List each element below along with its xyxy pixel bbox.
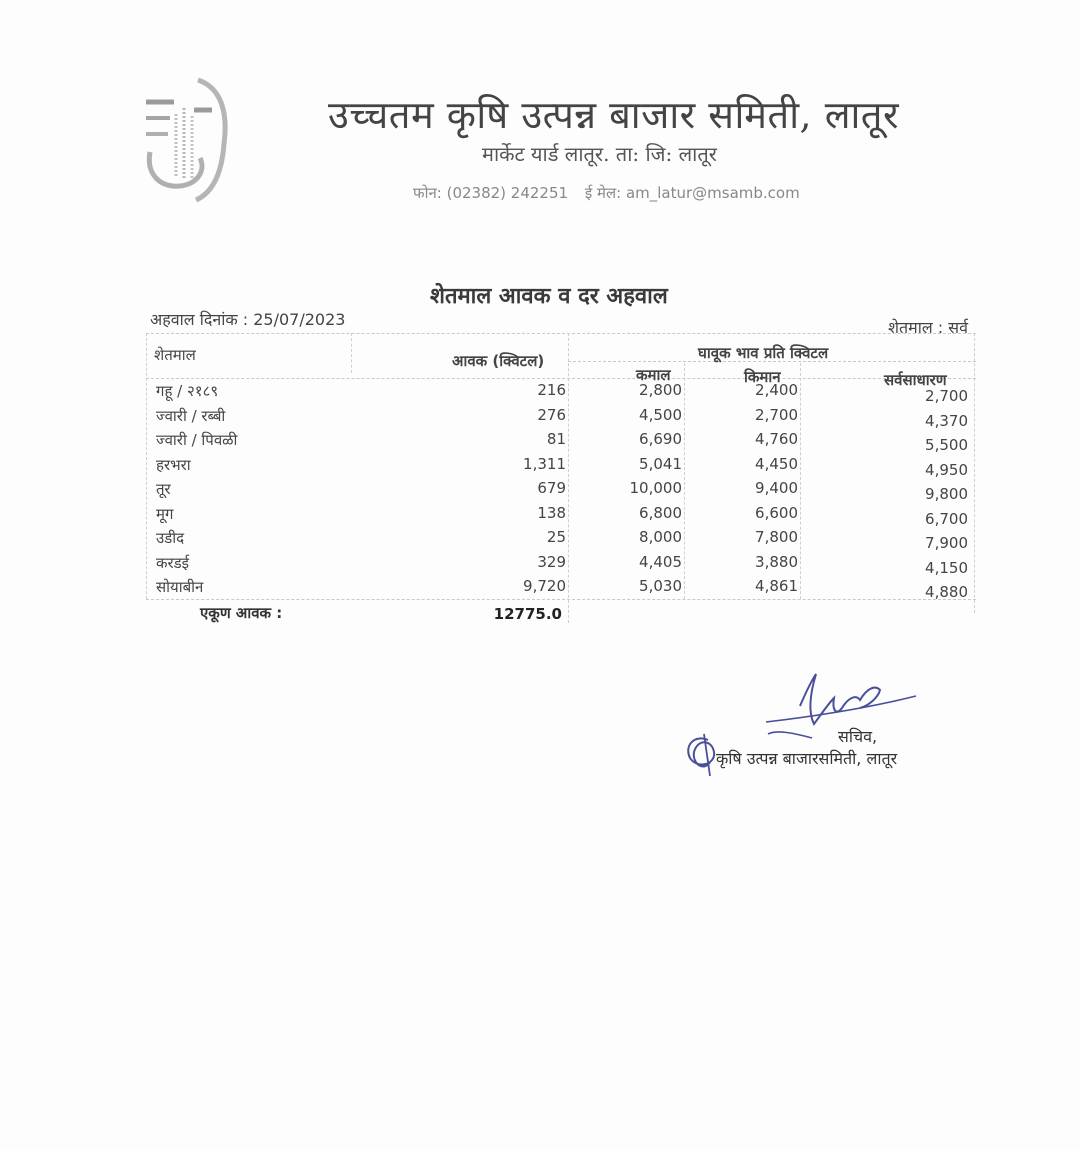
table-row <box>146 430 976 455</box>
signatory-title: सचिव, <box>838 727 878 746</box>
modal-price: 9,800 <box>925 485 968 503</box>
arrival-value: 138 <box>537 503 566 522</box>
header-commodity: शेतमाल <box>154 346 196 364</box>
modal-price: 4,370 <box>925 411 968 430</box>
commodity-name: तूर <box>156 480 171 498</box>
email-address: ई मेल: am_latur@msamb.com <box>584 184 800 202</box>
modal-price: 2,700 <box>925 387 968 405</box>
total-arrival-value: 12775.0 <box>493 605 562 623</box>
table-row <box>146 504 976 529</box>
max-price: 2,800 <box>639 381 682 399</box>
min-price: 4,450 <box>755 454 798 473</box>
table-row <box>146 381 976 406</box>
modal-price: 4,880 <box>925 583 968 601</box>
arrival-value: 679 <box>537 479 566 497</box>
phone-number: फोन: (02382) 242251 <box>413 184 569 202</box>
max-price: 6,690 <box>639 430 682 448</box>
min-price: 4,861 <box>755 577 798 595</box>
max-price: 5,041 <box>639 454 682 473</box>
header-price-group: घावूक भाव प्रति क्विटल <box>698 344 829 362</box>
modal-price: 7,900 <box>925 534 968 552</box>
signatory-organization: कृषि उत्पन्न बाजारसमिती, लातूर <box>716 749 898 768</box>
modal-price: 4,950 <box>925 460 968 479</box>
arrival-value: 81 <box>546 430 566 448</box>
table-row <box>146 479 976 504</box>
commodity-name: हरभरा <box>156 455 191 474</box>
header-arrival: आवक (क्विटल) <box>452 352 545 370</box>
header-modal: सर्वसाधारण <box>884 371 947 389</box>
arrival-value: 25 <box>546 528 566 546</box>
commodity-filter: शेतमाल : सर्व <box>888 318 968 337</box>
commodity-name: सोयाबीन <box>156 578 204 596</box>
header-max: कमाल <box>636 366 671 384</box>
min-price: 7,800 <box>755 528 798 546</box>
table-row <box>146 553 976 578</box>
commodity-name: मूग <box>156 504 174 523</box>
arrival-value: 9,720 <box>523 577 566 595</box>
modal-price: 6,700 <box>925 509 968 528</box>
arrival-value: 216 <box>537 381 566 399</box>
min-price: 4,760 <box>755 430 798 448</box>
min-price: 2,700 <box>755 405 798 424</box>
commodity-col-rule <box>351 333 352 373</box>
modal-price: 4,150 <box>925 558 968 577</box>
report-title: शेतमाल आवक व दर अहवाल <box>430 284 668 309</box>
min-price: 3,880 <box>755 552 798 571</box>
header-min: किमान <box>744 368 781 386</box>
commodity-name: गहू / २१८९ <box>156 382 219 400</box>
max-price: 4,405 <box>639 552 682 571</box>
arrival-value: 329 <box>537 552 566 571</box>
max-price: 5,030 <box>639 577 682 595</box>
max-price: 6,800 <box>639 503 682 522</box>
commodity-name: करडई <box>156 553 190 572</box>
table-row <box>146 455 976 480</box>
table-row <box>146 528 976 553</box>
modal-price: 5,500 <box>925 436 968 454</box>
max-price: 8,000 <box>639 528 682 546</box>
header-bottom-rule <box>146 378 976 379</box>
commodity-name: ज्वारी / पिवळी <box>156 431 238 449</box>
committee-logo-icon <box>140 74 230 206</box>
max-price: 10,000 <box>629 479 682 497</box>
price-table <box>146 333 976 628</box>
table-top-rule <box>146 333 976 334</box>
commodity-name: उडीद <box>156 529 185 547</box>
min-price: 9,400 <box>755 479 798 497</box>
arrival-value: 276 <box>537 405 566 424</box>
max-price: 4,500 <box>639 405 682 424</box>
organization-name: उच्चतम कृषि उत्पन्न बाजार समिती, लातूर <box>328 93 900 137</box>
arrival-value: 1,311 <box>523 454 566 473</box>
organization-address: मार्केट यार्ड लातूर. ता: जि: लातूर <box>482 142 717 166</box>
commodity-name: ज्वारी / रब्बी <box>156 406 226 425</box>
table-row <box>146 406 976 431</box>
organization-contact <box>413 183 812 203</box>
min-price: 2,400 <box>755 381 798 399</box>
min-price: 6,600 <box>755 503 798 522</box>
total-arrival-label: एकूण आवक : <box>200 604 283 622</box>
table-row <box>146 577 976 602</box>
report-date: अहवाल दिनांक : 25/07/2023 <box>150 310 346 329</box>
